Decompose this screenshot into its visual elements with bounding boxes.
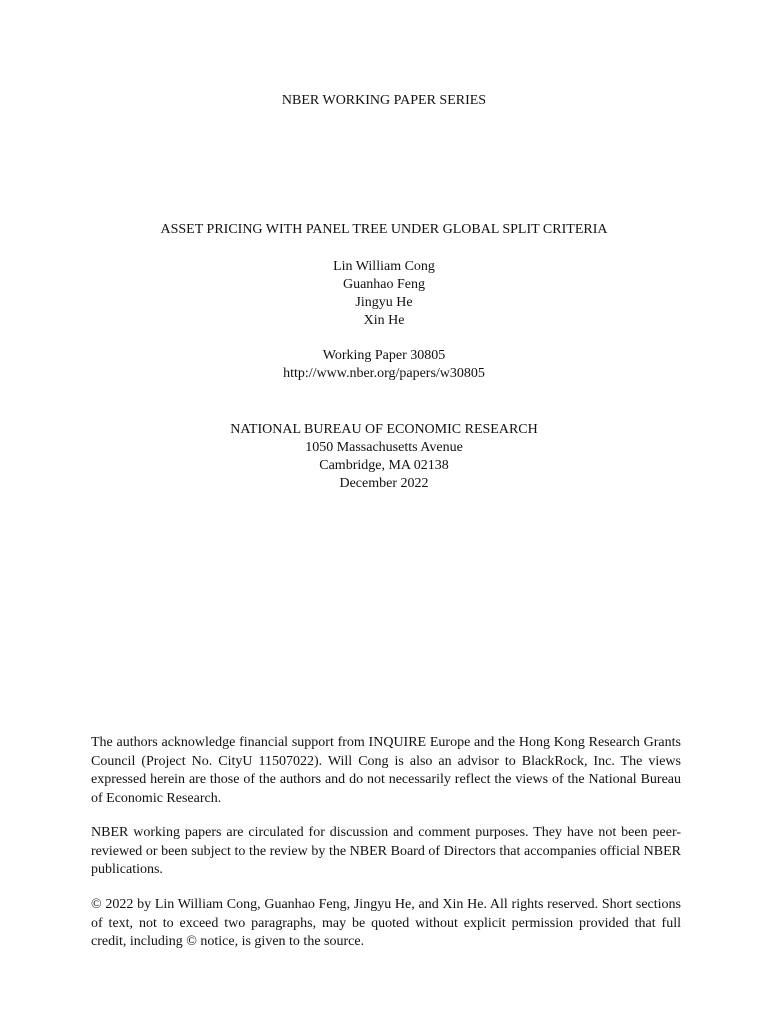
publisher-name: NATIONAL BUREAU OF ECONOMIC RESEARCH (230, 422, 538, 437)
author-name: Guanhao Feng (342, 277, 426, 292)
publisher-block (0, 421, 768, 493)
paper-title-text: ASSET PRICING WITH PANEL TREE UNDER GLOBAL SPLIT CRITERIA (160, 222, 608, 237)
publisher-city: Cambridge, MA 02138 (319, 458, 449, 473)
working-paper-url: http://www.nber.org/papers/w30805 (283, 366, 485, 381)
publisher-street: 1050 Massachusetts Avenue (305, 440, 463, 455)
disclaimer-text: NBER working papers are circulated for discussion and comment purposes. They have not been peer-reviewed or been subject to the review by the NBER Board of Directors that accompanies official NBER publications. (91, 825, 681, 877)
acknowledgment-text: The authors acknowledge financial support from INQUIRE Europe and the Hong Kong Research Grants Council (Project No. CityU 11507022). Will Cong is also an advisor to BlackRock, Inc. The views expressed herein are those of the authors and do not necessarily reflect the views of the National Bureau of Economic Research. (91, 735, 681, 806)
author-list (0, 258, 768, 330)
working-paper-number: Working Paper 30805 (322, 348, 446, 363)
author-name: Lin William Cong (333, 259, 435, 274)
working-paper-info (0, 347, 768, 383)
acknowledgment-note (91, 734, 681, 808)
series-label: NBER WORKING PAPER SERIES (281, 93, 487, 108)
author-name: Jingyu He (355, 295, 413, 310)
publication-date: December 2022 (339, 476, 429, 491)
disclaimer-note (91, 824, 681, 880)
series-heading (0, 92, 768, 110)
copyright-note (91, 896, 681, 952)
author-name: Xin He (363, 313, 405, 328)
paper-title (0, 221, 768, 239)
copyright-text: © 2022 by Lin William Cong, Guanhao Feng, Jingyu He, and Xin He. All rights reserved. Short sections of text, not to exceed two paragraphs, may be quoted without explicit permission provided that full credit, including © notice, is given to the source. (91, 897, 681, 949)
